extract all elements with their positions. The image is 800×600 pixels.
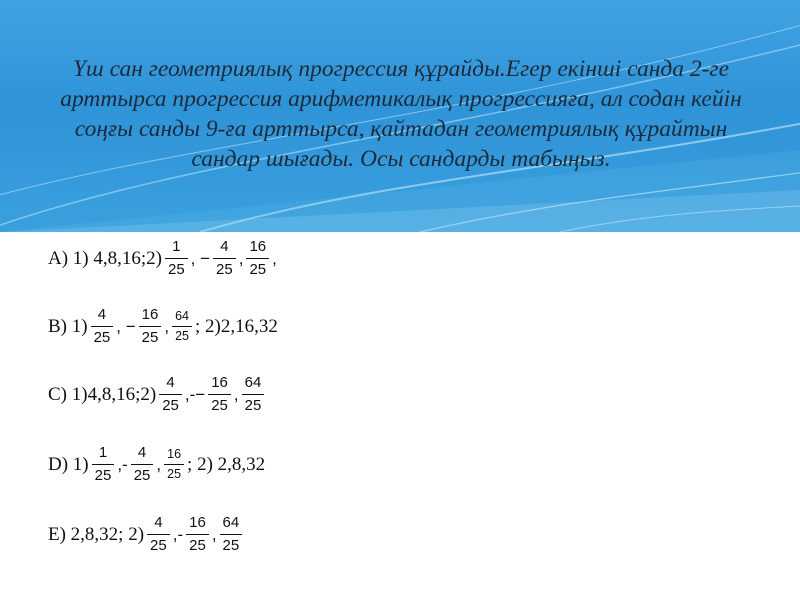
separator: , [238,248,244,268]
fraction [208,374,231,415]
numerator: 16 [249,238,267,255]
fraction [213,238,236,279]
separator: , [156,454,162,474]
numerator: 1 [98,444,108,461]
separator: , [164,316,170,336]
option-e-prefix: E) 2,8,32; 2) [48,523,145,545]
option-d-suffix: ; 2) 2,8,32 [187,453,266,475]
option-a-prefix: А) 1) 4,8,16;2) [48,247,162,269]
denominator: 25 [147,534,170,555]
numerator: 16 [167,447,182,461]
option-d[interactable] [48,444,265,485]
separator: ,-− [184,384,206,404]
problem-statement: Үш сан геометриялық прогрессия құрайды.Егер екінші санда 2-ге арттырса прогрессия арифметикалық прогрессияға, ал содан кейін соңғы санды 9-ға арттырса, қайтадан геометриялық құрайтын сандар шығады. Осы сандарды табыңыз. [60,56,742,172]
separator: ,- [117,454,128,474]
numerator: 4 [137,444,147,461]
numerator: 4 [97,306,107,323]
numerator: 64 [175,309,189,323]
fraction [172,309,192,344]
fraction [147,514,170,555]
fraction [164,447,184,482]
numerator: 4 [220,238,229,255]
numerator: 64 [244,374,262,391]
denominator: 25 [139,326,162,347]
denominator: 25 [220,534,243,555]
separator: , [211,524,217,544]
denominator: 25 [131,464,154,485]
fraction [186,514,209,555]
fraction [246,238,269,279]
denominator: 25 [246,258,269,279]
fraction [242,374,265,415]
numerator: 64 [222,514,240,531]
separator: , − [190,248,211,268]
denominator: 25 [186,534,209,555]
numerator: 1 [172,238,181,255]
separator: , − [116,316,136,336]
denominator: 25 [242,394,265,415]
numerator: 4 [166,374,175,391]
separator: , [233,384,239,404]
denominator: 25 [91,326,114,347]
denominator: 25 [213,258,236,279]
option-a[interactable] [48,238,277,279]
denominator: 25 [165,258,188,279]
option-c[interactable] [48,374,267,415]
option-c-prefix: C) 1)4,8,16;2) [48,383,157,405]
option-b[interactable] [48,306,278,347]
numerator: 16 [189,514,206,531]
numerator: 16 [211,374,228,391]
option-b-suffix: ; 2)2,16,32 [194,315,278,337]
fraction [159,374,182,415]
denominator: 25 [208,394,231,415]
separator: , [272,248,277,268]
numerator: 4 [154,514,163,531]
denominator: 25 [164,464,184,482]
fraction [131,444,154,485]
fraction [220,514,243,555]
option-e[interactable] [48,514,245,555]
denominator: 25 [159,394,182,415]
option-d-prefix: D) 1) [48,453,89,475]
fraction [165,238,188,279]
fraction [91,306,114,347]
denominator: 25 [92,464,115,485]
fraction [92,444,115,485]
separator: ,- [172,524,184,544]
fraction [139,306,162,347]
option-b-prefix: B) 1) [48,315,88,337]
numerator: 16 [141,306,159,323]
denominator: 25 [172,326,192,344]
